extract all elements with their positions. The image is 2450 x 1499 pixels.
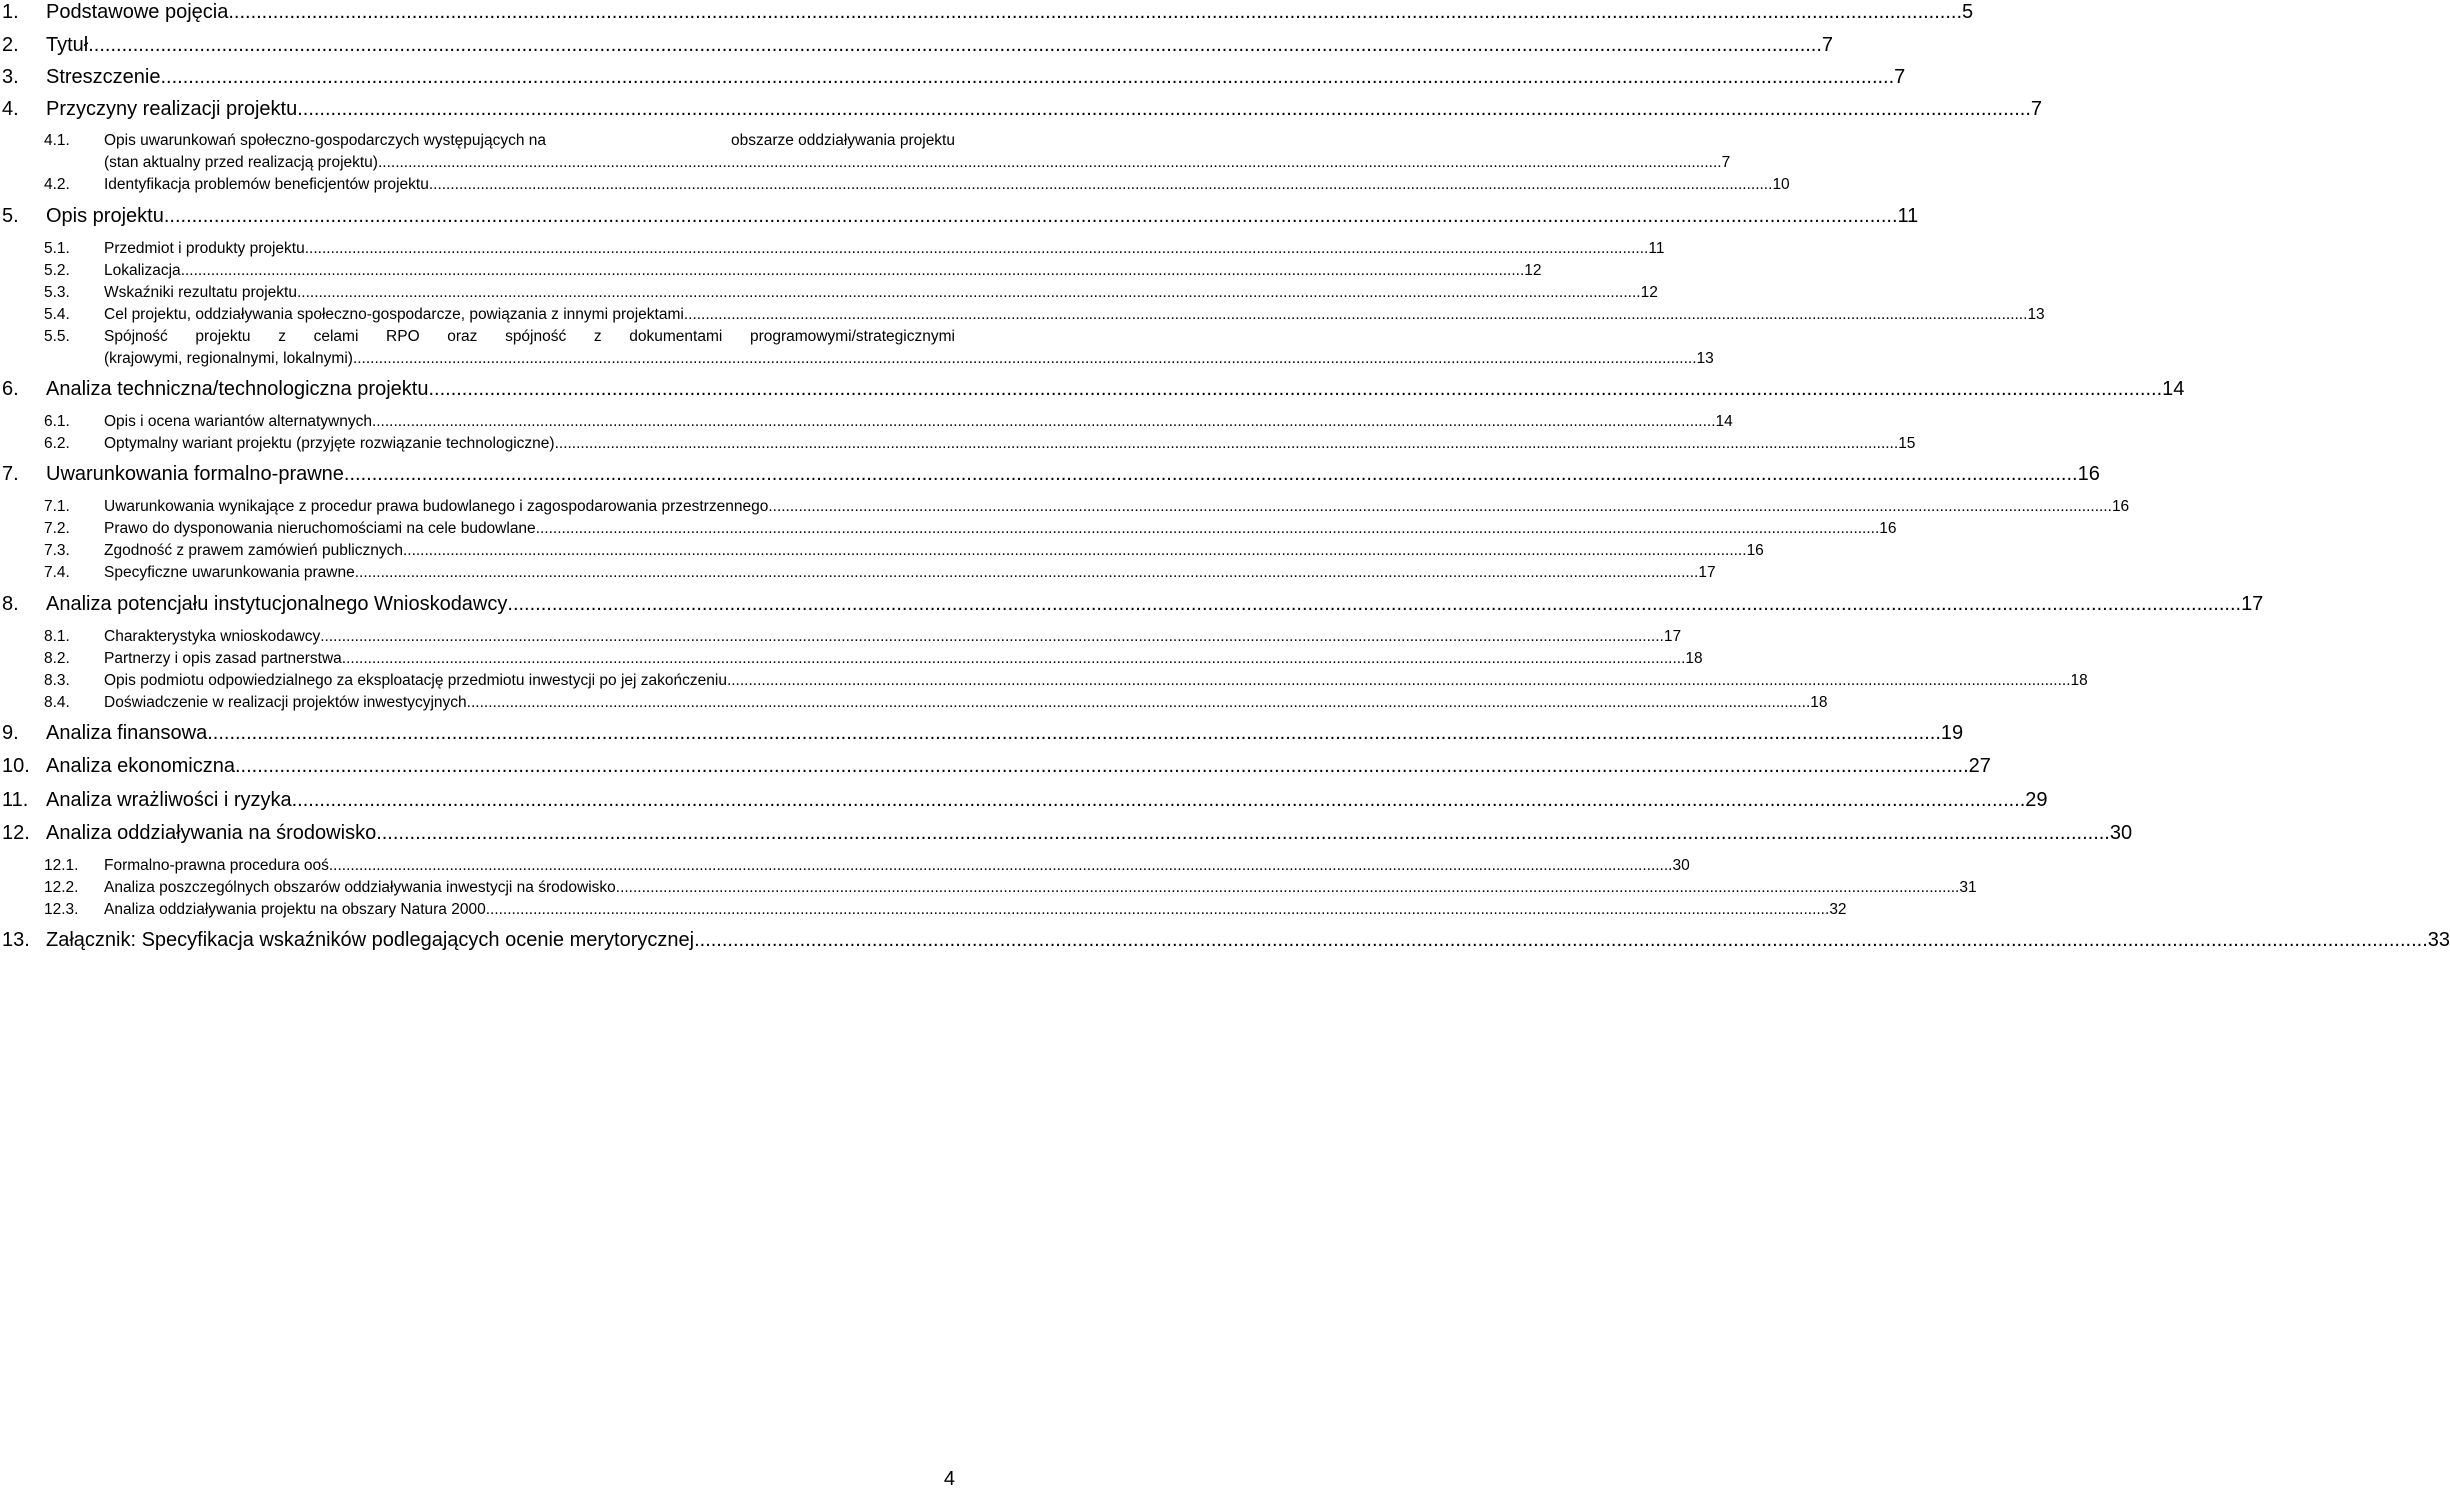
toc-number: 3. xyxy=(2,66,19,88)
toc-entry-13[interactable] xyxy=(0,929,2450,952)
toc-title: Wskaźniki rezultatu projektu xyxy=(104,284,297,301)
toc-title-word: spójność xyxy=(505,328,567,345)
toc-entry-8-4[interactable] xyxy=(0,694,1828,712)
toc-title: Streszczenie xyxy=(46,66,161,88)
toc-number: 6. xyxy=(2,378,19,400)
toc-number: 6.1. xyxy=(44,413,70,430)
toc-leader xyxy=(555,435,1899,453)
toc-number: 8. xyxy=(2,593,19,615)
toc-number: 5.2. xyxy=(44,262,70,279)
toc-entry-7-3[interactable] xyxy=(0,542,1764,560)
toc-number: 8.1. xyxy=(44,628,70,645)
toc-number: 8.2. xyxy=(44,650,70,667)
toc-leader xyxy=(342,650,1686,668)
toc-number: 7.4. xyxy=(44,564,70,581)
toc-page: 16 xyxy=(2111,498,2130,515)
toc-title: Podstawowe pojęcia xyxy=(46,1,229,23)
toc-title-word: Spójność xyxy=(104,328,168,345)
toc-leader xyxy=(727,672,2071,690)
toc-page: 12 xyxy=(1640,284,1658,301)
toc-page: 11 xyxy=(1648,240,1665,257)
toc-entry-12-3[interactable] xyxy=(0,901,1847,919)
toc-title-word: z xyxy=(278,328,286,345)
toc-title-part-1: Opis uwarunkowań społeczno-gospodarczych występujących na xyxy=(104,132,546,149)
toc-leader xyxy=(355,564,1699,582)
toc-title-word: programowymi/strategicznymi xyxy=(749,328,955,345)
toc-entry-3[interactable] xyxy=(0,66,1906,89)
toc-page: 13 xyxy=(1696,350,1714,367)
toc-page: 30 xyxy=(2109,822,2133,844)
toc-title-continuation: (krajowymi, regionalnymi, lokalnymi) xyxy=(104,350,353,367)
toc-leader xyxy=(297,98,2031,121)
toc-number: 6.2. xyxy=(44,435,70,452)
toc-title: Analiza oddziaływania na środowisko xyxy=(46,822,377,844)
toc-page: 31 xyxy=(1959,879,1977,896)
toc-leader xyxy=(329,857,1673,875)
toc-number: 12. xyxy=(2,822,30,844)
toc-title: Partnerzy i opis zasad partnerstwa xyxy=(104,650,342,667)
toc-entry-5-5-continuation[interactable] xyxy=(0,350,1714,368)
toc-number: 12.3. xyxy=(44,901,79,918)
toc-title-word: oraz xyxy=(447,328,478,345)
toc-entry-8-2[interactable] xyxy=(0,650,1703,668)
toc-title: Identyfikacja problemów beneficjentów projektu xyxy=(104,176,429,193)
toc-leader xyxy=(403,542,1747,560)
toc-title: Analiza finansowa xyxy=(46,722,208,744)
toc-entry-1[interactable] xyxy=(0,1,1974,24)
toc-page: 17 xyxy=(1663,628,1682,645)
toc-entry-12-1[interactable] xyxy=(0,857,1690,875)
toc-page: 13 xyxy=(2027,306,2045,323)
toc-page: 5 xyxy=(1962,1,1974,23)
toc-number: 5.1. xyxy=(44,240,70,257)
toc-entry-2[interactable] xyxy=(0,34,1834,57)
toc-title: Analiza wrażliwości i ryzyka xyxy=(46,789,292,811)
toc-number: 5.4. xyxy=(44,306,70,323)
toc-page: 30 xyxy=(1672,857,1690,874)
toc-entry-4[interactable] xyxy=(0,98,2042,121)
toc-title: Doświadczenie w realizacji projektów inwestycyjnych xyxy=(104,694,467,711)
toc-leader xyxy=(305,240,1649,258)
toc-number: 8.3. xyxy=(44,672,70,689)
toc-page: 32 xyxy=(1829,901,1847,918)
toc-title: Specyficzne uwarunkowania prawne xyxy=(104,564,355,581)
toc-entry-9[interactable] xyxy=(0,722,1964,745)
toc-title: Zgodność z prawem zamówień publicznych xyxy=(104,542,403,559)
toc-number: 5.3. xyxy=(44,284,70,301)
toc-page: 18 xyxy=(2070,672,2088,689)
toc-leader xyxy=(684,306,2028,324)
toc-number: 7.1. xyxy=(44,498,70,515)
toc-title: Analiza techniczna/technologiczna projektu xyxy=(46,378,429,400)
toc-number: 10. xyxy=(2,755,30,777)
toc-title: Uwarunkowania wynikające z procedur prawa budowlanego i zagospodarowania przestrzennego xyxy=(104,498,769,515)
toc-number: 7. xyxy=(2,463,19,485)
toc-leader xyxy=(228,1,1962,24)
toc-number: 4.2. xyxy=(44,176,70,193)
toc-entry-6[interactable] xyxy=(0,378,2185,401)
toc-title: Opis podmiotu odpowiedzialnego za eksploatację przedmiotu inwestycji po jej zakończeniu xyxy=(104,672,727,689)
toc-entry-4-1-continuation[interactable] xyxy=(0,154,1731,172)
toc-title-continuation: (stan aktualny przed realizacją projektu) xyxy=(104,154,378,171)
toc-page: 12 xyxy=(1524,262,1542,279)
toc-leader xyxy=(694,929,2428,952)
toc-entry-8-1[interactable] xyxy=(0,628,1682,646)
toc-page: 16 xyxy=(1879,520,1897,537)
toc-number: 4.1. xyxy=(44,132,70,149)
toc-page: 33 xyxy=(2427,929,2450,951)
toc-number: 9. xyxy=(2,722,19,744)
toc-page: 27 xyxy=(1968,755,1991,777)
page-number: 4 xyxy=(943,1468,955,1490)
toc-title: Prawo do dysponowania nieruchomościami na cele budowlane xyxy=(104,520,536,537)
toc-entry-4-2[interactable] xyxy=(0,176,1790,194)
toc-page: 18 xyxy=(1685,650,1703,667)
toc-entry-12-2[interactable] xyxy=(0,879,1977,897)
toc-entry-11[interactable] xyxy=(0,789,2048,812)
toc-number: 5. xyxy=(2,205,19,227)
toc-title: Lokalizacja xyxy=(104,262,181,279)
toc-title-word: dokumentami xyxy=(629,328,723,345)
toc-leader xyxy=(207,722,1941,745)
toc-number: 7.3. xyxy=(44,542,70,559)
toc-page: 19 xyxy=(1940,722,1964,744)
toc-leader xyxy=(164,205,1898,228)
toc-number: 5.5. xyxy=(44,328,70,345)
toc-number: 12.1. xyxy=(44,857,79,874)
toc-entry-7-1[interactable] xyxy=(0,498,2130,516)
toc-entry-8[interactable] xyxy=(0,593,2264,616)
toc-title: Opis i ocena wariantów alternatywnych xyxy=(104,413,372,430)
toc-entry-10[interactable] xyxy=(0,755,1991,778)
toc-leader xyxy=(378,154,1722,172)
toc-leader xyxy=(768,498,2112,516)
toc-page: 16 xyxy=(1746,542,1764,559)
toc-entry-5-5[interactable] xyxy=(0,328,960,346)
toc-number: 8.4. xyxy=(44,694,70,711)
toc-title-part-2: obszarze oddziaływania projektu xyxy=(730,132,955,149)
toc-number: 11. xyxy=(2,789,29,811)
toc-page: 11 xyxy=(1897,205,1919,227)
toc-leader xyxy=(616,879,1960,897)
toc-entry-5-4[interactable] xyxy=(0,306,2045,324)
toc-number: 4. xyxy=(2,98,19,120)
toc-leader xyxy=(507,593,2241,616)
toc-leader xyxy=(372,413,1716,431)
toc-title: Analiza poszczególnych obszarów oddziaływania inwestycji na środowisko xyxy=(104,879,616,896)
toc-leader xyxy=(536,520,1880,538)
toc-leader xyxy=(344,463,2078,486)
toc-page: 29 xyxy=(2025,789,2048,811)
toc-leader xyxy=(292,789,2026,812)
toc-page: 14 xyxy=(2162,378,2185,400)
toc-page: 15 xyxy=(1898,435,1916,452)
toc-leader xyxy=(428,378,2162,401)
toc-leader xyxy=(88,34,1822,57)
toc-leader xyxy=(181,262,1525,280)
toc-leader xyxy=(353,350,1697,368)
toc-title-word: projektu xyxy=(195,328,251,345)
toc-entry-7[interactable] xyxy=(0,463,2100,486)
toc-page: 7 xyxy=(2030,98,2042,120)
toc-number: 7.2. xyxy=(44,520,70,537)
toc-leader xyxy=(376,822,2110,845)
toc-page: 10 xyxy=(1772,176,1790,193)
toc-page: 7 xyxy=(1894,66,1906,88)
toc-leader xyxy=(486,901,1830,919)
toc-leader xyxy=(297,284,1641,302)
toc-title: Charakterystyka wnioskodawcy xyxy=(104,628,321,645)
toc-page: 7 xyxy=(1721,154,1731,171)
toc-title: Formalno-prawna procedura ooś xyxy=(104,857,329,874)
toc-title: Analiza potencjału instytucjonalnego Wnioskodawcy xyxy=(46,593,508,615)
toc-number: 12.2. xyxy=(44,879,79,896)
toc-title: Przyczyny realizacji projektu xyxy=(46,98,298,120)
toc-entry-5-1[interactable] xyxy=(0,240,1665,258)
toc-page: 7 xyxy=(1821,34,1834,56)
toc-title: Cel projektu, oddziaływania społeczno-gospodarcze, powiązania z innymi projektami xyxy=(104,306,684,323)
toc-leader xyxy=(320,628,1664,646)
toc-page: 14 xyxy=(1715,413,1733,430)
toc-page: 17 xyxy=(2241,593,2264,615)
toc-title: Przedmiot i produkty projektu xyxy=(104,240,305,257)
toc-leader xyxy=(235,755,1969,778)
toc-entry-6-1[interactable] xyxy=(0,413,1733,431)
toc-leader xyxy=(161,66,1895,89)
toc-entry-7-2[interactable] xyxy=(0,520,1897,538)
toc-title-word: z xyxy=(593,328,602,345)
toc-title: Tytuł xyxy=(46,34,89,56)
toc-number: 1. xyxy=(2,1,19,23)
toc-entry-7-4[interactable] xyxy=(0,564,1716,582)
toc-title: Uwarunkowania formalno-prawne xyxy=(46,463,344,485)
toc-title: Analiza oddziaływania projektu na obszary Natura 2000 xyxy=(104,901,486,918)
toc-title-word: celami xyxy=(313,328,359,345)
toc-entry-4-1[interactable] xyxy=(0,132,960,150)
toc-page: 16 xyxy=(2077,463,2100,485)
toc-title: Analiza ekonomiczna xyxy=(46,755,235,777)
toc-leader xyxy=(467,694,1811,712)
toc-title: Optymalny wariant projektu (przyjęte rozwiązanie technologiczne) xyxy=(104,435,555,452)
toc-entry-5-2[interactable] xyxy=(0,262,1542,280)
toc-entry-5[interactable] xyxy=(0,205,1919,228)
toc-title: Opis projektu xyxy=(46,205,164,227)
toc-entry-6-2[interactable] xyxy=(0,435,1916,453)
toc-page: 18 xyxy=(1810,694,1828,711)
toc-entry-5-3[interactable] xyxy=(0,284,1658,302)
toc-entry-12[interactable] xyxy=(0,822,2133,845)
toc-leader xyxy=(429,176,1773,194)
toc-title: Załącznik: Specyfikacja wskaźników podlegających ocenie merytorycznej xyxy=(46,929,695,951)
toc-entry-8-3[interactable] xyxy=(0,672,2088,690)
toc-page: 17 xyxy=(1698,564,1716,581)
toc-title-word: RPO xyxy=(386,328,420,345)
toc-number: 2. xyxy=(2,34,19,56)
toc-number: 13. xyxy=(2,929,30,951)
